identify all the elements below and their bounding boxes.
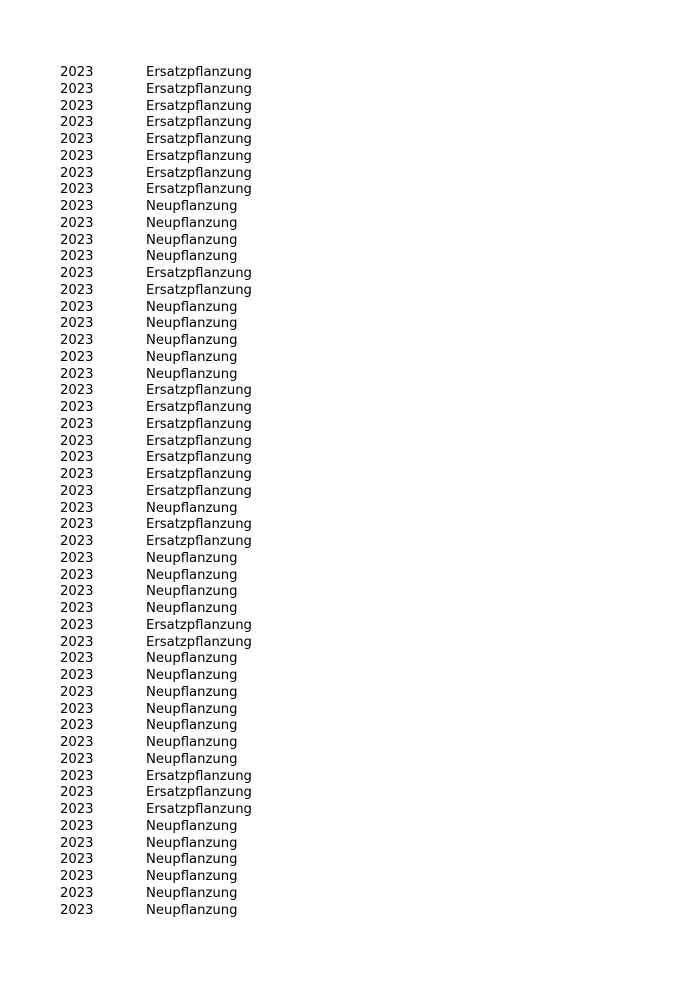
planting-type-cell: Neupflanzung bbox=[146, 349, 238, 365]
table-row bbox=[60, 316, 320, 333]
table-row bbox=[60, 635, 320, 652]
planting-type-cell: Ersatzpflanzung bbox=[146, 768, 252, 784]
year-cell: 2023 bbox=[60, 383, 94, 399]
planting-type-cell: Neupflanzung bbox=[146, 718, 238, 734]
year-cell: 2023 bbox=[60, 165, 94, 181]
planting-type-cell: Ersatzpflanzung bbox=[146, 450, 252, 466]
planting-type-cell: Neupflanzung bbox=[146, 902, 238, 918]
year-cell: 2023 bbox=[60, 433, 94, 449]
table-row bbox=[60, 852, 320, 869]
year-cell: 2023 bbox=[60, 802, 94, 817]
planting-type-cell: Neupflanzung bbox=[146, 651, 238, 667]
planting-type-cell: Ersatzpflanzung bbox=[146, 81, 252, 97]
year-cell: 2023 bbox=[60, 148, 94, 164]
year-cell: 2023 bbox=[60, 249, 94, 265]
year-cell: 2023 bbox=[60, 835, 94, 851]
year-cell: 2023 bbox=[60, 785, 94, 801]
year-cell: 2023 bbox=[60, 316, 94, 332]
table-row bbox=[60, 836, 320, 853]
year-cell: 2023 bbox=[60, 182, 94, 198]
year-cell: 2023 bbox=[60, 584, 94, 600]
table-row bbox=[60, 769, 320, 786]
planting-type-cell: Neupflanzung bbox=[146, 316, 238, 332]
year-cell: 2023 bbox=[60, 885, 94, 901]
planting-type-cell: Ersatzpflanzung bbox=[146, 282, 252, 298]
planting-type-cell: Neupflanzung bbox=[146, 735, 238, 750]
table-row bbox=[60, 450, 320, 467]
planting-type-cell: Neupflanzung bbox=[146, 299, 238, 315]
year-cell: 2023 bbox=[60, 232, 94, 248]
table-row bbox=[60, 367, 320, 384]
planting-type-cell: Ersatzpflanzung bbox=[146, 517, 252, 533]
planting-type-cell: Neupflanzung bbox=[146, 567, 238, 583]
table-row bbox=[60, 819, 320, 836]
table-row bbox=[60, 350, 320, 367]
year-cell: 2023 bbox=[60, 517, 94, 533]
planting-type-cell: Ersatzpflanzung bbox=[146, 165, 252, 181]
table-row bbox=[60, 132, 320, 149]
table-row bbox=[60, 149, 320, 166]
planting-type-cell: Ersatzpflanzung bbox=[146, 266, 252, 281]
year-cell: 2023 bbox=[60, 550, 94, 566]
table-row bbox=[60, 166, 320, 183]
planting-type-cell: Ersatzpflanzung bbox=[146, 98, 252, 114]
table-row bbox=[60, 702, 320, 719]
year-cell: 2023 bbox=[60, 500, 94, 516]
planting-type-cell: Neupflanzung bbox=[146, 885, 238, 901]
year-cell: 2023 bbox=[60, 282, 94, 298]
table-row bbox=[60, 785, 320, 802]
table-row bbox=[60, 182, 320, 199]
table-row bbox=[60, 300, 320, 317]
planting-type-cell: Neupflanzung bbox=[146, 751, 238, 767]
year-cell: 2023 bbox=[60, 450, 94, 466]
planting-type-cell: Neupflanzung bbox=[146, 584, 238, 600]
table-row bbox=[60, 601, 320, 618]
year-cell: 2023 bbox=[60, 349, 94, 365]
year-cell: 2023 bbox=[60, 65, 94, 80]
year-cell: 2023 bbox=[60, 467, 94, 482]
year-cell: 2023 bbox=[60, 199, 94, 214]
year-cell: 2023 bbox=[60, 768, 94, 784]
year-cell: 2023 bbox=[60, 651, 94, 667]
table-row bbox=[60, 735, 320, 752]
table-row bbox=[60, 266, 320, 283]
planting-type-cell: Neupflanzung bbox=[146, 852, 238, 868]
planting-type-cell: Ersatzpflanzung bbox=[146, 483, 252, 499]
year-cell: 2023 bbox=[60, 818, 94, 834]
table-row bbox=[60, 400, 320, 417]
planting-type-cell: Neupflanzung bbox=[146, 701, 238, 717]
planting-table bbox=[60, 65, 320, 919]
planting-type-cell: Neupflanzung bbox=[146, 215, 238, 231]
table-row bbox=[60, 417, 320, 434]
table-row bbox=[60, 752, 320, 769]
year-cell: 2023 bbox=[60, 701, 94, 717]
planting-type-cell: Ersatzpflanzung bbox=[146, 115, 252, 131]
table-row bbox=[60, 383, 320, 400]
planting-type-cell: Ersatzpflanzung bbox=[146, 148, 252, 164]
year-cell: 2023 bbox=[60, 132, 94, 147]
year-cell: 2023 bbox=[60, 299, 94, 315]
year-cell: 2023 bbox=[60, 684, 94, 700]
table-row bbox=[60, 467, 320, 484]
planting-type-cell: Neupflanzung bbox=[146, 232, 238, 248]
table-row bbox=[60, 869, 320, 886]
planting-type-cell: Ersatzpflanzung bbox=[146, 132, 252, 147]
table-row bbox=[60, 199, 320, 216]
planting-type-cell: Neupflanzung bbox=[146, 668, 238, 683]
planting-type-cell: Neupflanzung bbox=[146, 835, 238, 851]
year-cell: 2023 bbox=[60, 751, 94, 767]
year-cell: 2023 bbox=[60, 869, 94, 884]
table-row bbox=[60, 283, 320, 300]
year-cell: 2023 bbox=[60, 266, 94, 281]
planting-type-cell: Ersatzpflanzung bbox=[146, 467, 252, 482]
planting-type-cell: Ersatzpflanzung bbox=[146, 785, 252, 801]
table-row bbox=[60, 618, 320, 635]
year-cell: 2023 bbox=[60, 852, 94, 868]
planting-type-cell: Neupflanzung bbox=[146, 684, 238, 700]
planting-type-cell: Ersatzpflanzung bbox=[146, 182, 252, 198]
year-cell: 2023 bbox=[60, 416, 94, 432]
table-row bbox=[60, 99, 320, 116]
planting-type-cell: Neupflanzung bbox=[146, 199, 238, 214]
table-row bbox=[60, 718, 320, 735]
table-row bbox=[60, 668, 320, 685]
year-cell: 2023 bbox=[60, 98, 94, 114]
table-row bbox=[60, 568, 320, 585]
table-row bbox=[60, 903, 320, 920]
table-row bbox=[60, 115, 320, 132]
year-cell: 2023 bbox=[60, 718, 94, 734]
year-cell: 2023 bbox=[60, 534, 94, 549]
table-row bbox=[60, 434, 320, 451]
table-row bbox=[60, 651, 320, 668]
planting-type-cell: Ersatzpflanzung bbox=[146, 416, 252, 432]
table-row bbox=[60, 249, 320, 266]
table-row bbox=[60, 216, 320, 233]
table-row bbox=[60, 886, 320, 903]
table-row bbox=[60, 501, 320, 518]
year-cell: 2023 bbox=[60, 115, 94, 131]
planting-type-cell: Neupflanzung bbox=[146, 249, 238, 265]
planting-type-cell: Ersatzpflanzung bbox=[146, 802, 252, 817]
year-cell: 2023 bbox=[60, 902, 94, 918]
year-cell: 2023 bbox=[60, 735, 94, 750]
table-row bbox=[60, 484, 320, 501]
planting-type-cell: Neupflanzung bbox=[146, 601, 238, 616]
planting-type-cell: Ersatzpflanzung bbox=[146, 617, 252, 633]
table-row bbox=[60, 584, 320, 601]
year-cell: 2023 bbox=[60, 215, 94, 231]
table-row bbox=[60, 333, 320, 350]
year-cell: 2023 bbox=[60, 483, 94, 499]
year-cell: 2023 bbox=[60, 567, 94, 583]
year-cell: 2023 bbox=[60, 400, 94, 415]
planting-type-cell: Neupflanzung bbox=[146, 818, 238, 834]
year-cell: 2023 bbox=[60, 601, 94, 616]
planting-type-cell: Ersatzpflanzung bbox=[146, 383, 252, 399]
table-row bbox=[60, 551, 320, 568]
year-cell: 2023 bbox=[60, 617, 94, 633]
planting-type-cell: Neupflanzung bbox=[146, 500, 238, 516]
year-cell: 2023 bbox=[60, 668, 94, 683]
planting-type-cell: Ersatzpflanzung bbox=[146, 433, 252, 449]
planting-type-cell: Neupflanzung bbox=[146, 333, 238, 348]
year-cell: 2023 bbox=[60, 333, 94, 348]
year-cell: 2023 bbox=[60, 81, 94, 97]
planting-type-cell: Ersatzpflanzung bbox=[146, 634, 252, 650]
planting-type-cell: Ersatzpflanzung bbox=[146, 65, 252, 80]
planting-type-cell: Neupflanzung bbox=[146, 550, 238, 566]
planting-type-cell: Ersatzpflanzung bbox=[146, 534, 252, 549]
planting-type-cell: Neupflanzung bbox=[146, 366, 238, 382]
table-row bbox=[60, 233, 320, 250]
table-row bbox=[60, 65, 320, 82]
table-row bbox=[60, 82, 320, 99]
table-row bbox=[60, 802, 320, 819]
table-row bbox=[60, 685, 320, 702]
year-cell: 2023 bbox=[60, 634, 94, 650]
year-cell: 2023 bbox=[60, 366, 94, 382]
planting-type-cell: Ersatzpflanzung bbox=[146, 400, 252, 415]
planting-type-cell: Neupflanzung bbox=[146, 869, 238, 884]
table-row bbox=[60, 517, 320, 534]
table-row bbox=[60, 534, 320, 551]
